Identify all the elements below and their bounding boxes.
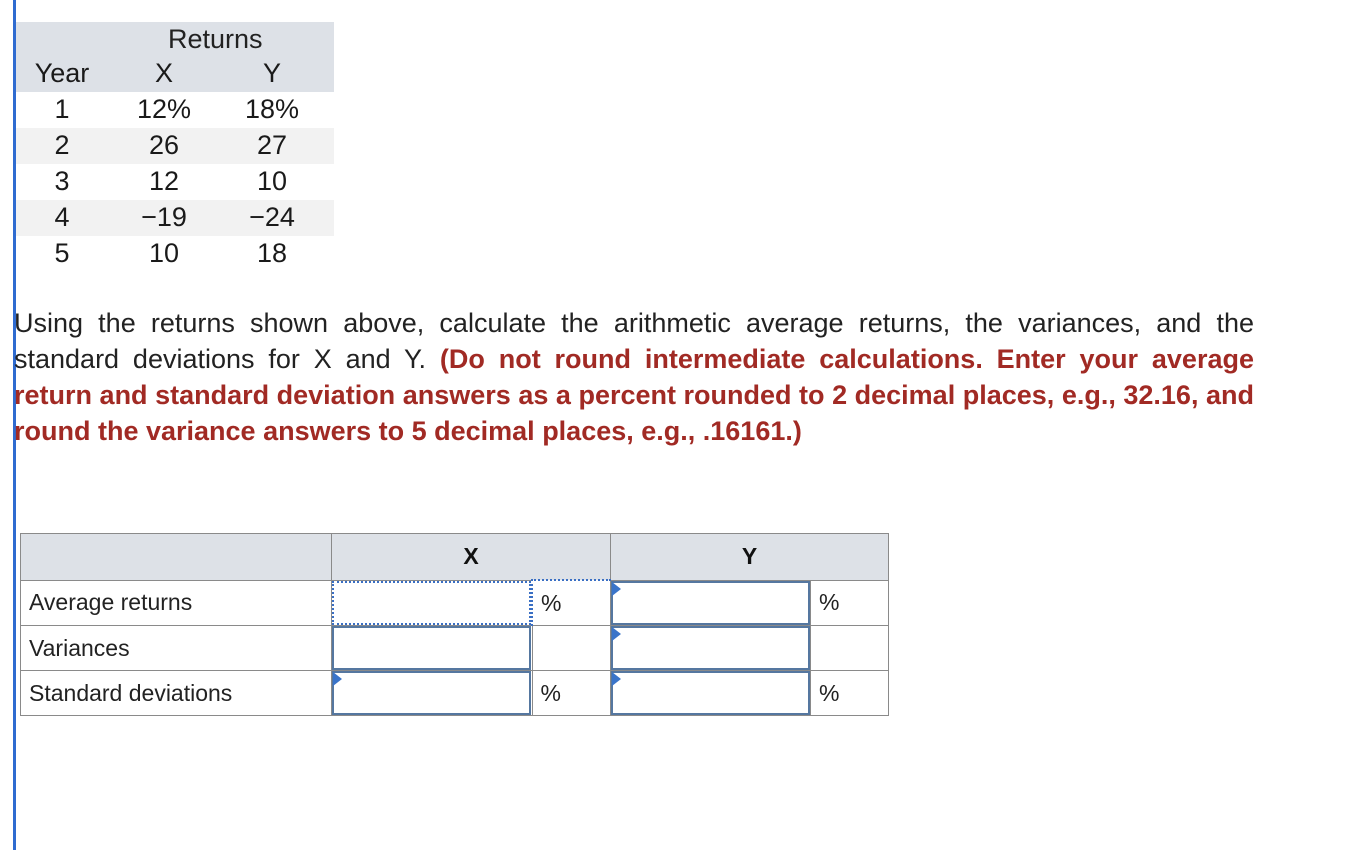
header-x-column: X (332, 534, 611, 581)
answer-row-standard-deviations (21, 671, 889, 716)
cell-year: 3 (54, 166, 70, 196)
instructions-main: Using the returns shown above, calculate the arithmetic average returns, the variances, and the standard deviations for X and Y. (14, 308, 1254, 374)
cell-y: −24 (249, 202, 295, 232)
returns-column-headers (16, 56, 334, 92)
unit-label: % (532, 580, 611, 626)
cell-x: 10 (148, 238, 180, 268)
flag-icon (612, 672, 621, 686)
flag-icon (612, 582, 621, 596)
header-y-column: Y (611, 534, 889, 581)
returns-group-header (16, 22, 334, 56)
table-row (16, 128, 334, 164)
cell-y: 10 (256, 166, 288, 196)
cell-x: 26 (148, 130, 180, 160)
table-row (16, 200, 334, 236)
cell-year: 4 (54, 202, 70, 232)
row-label: Standard deviations (21, 671, 332, 716)
returns-table (16, 22, 334, 270)
cell-y: 18% (244, 94, 300, 124)
cell-year: 1 (54, 94, 70, 124)
input-cell (611, 626, 811, 671)
instructions-emphasis: (Do not round intermediate calculations. Enter your average return and standard deviation answers as a percent rounded to 2 decimal places, e.g., 32.16, and round the variance answers to 5 decimal places, e.g., .16161.) (14, 344, 1254, 446)
answer-row-average-returns (21, 580, 889, 626)
unit-label (811, 626, 889, 671)
variance-x-input[interactable] (332, 626, 531, 670)
input-cell (332, 580, 533, 626)
input-cell (332, 671, 533, 716)
std-dev-x-input[interactable] (332, 671, 531, 715)
unit-label: % (811, 580, 889, 626)
cell-year: 5 (54, 238, 70, 268)
answer-table (20, 533, 889, 716)
flag-icon (612, 627, 621, 641)
table-row (16, 92, 334, 128)
cell-x: 12% (136, 94, 192, 124)
cell-x: 12 (148, 166, 180, 196)
unit-label: % (532, 671, 611, 716)
input-cell (332, 626, 533, 671)
answer-header-row (21, 534, 889, 581)
unit-label: % (811, 671, 889, 716)
average-return-x-input[interactable] (332, 581, 531, 625)
flag-icon (333, 672, 342, 686)
table-row (16, 236, 334, 270)
answer-row-variances (21, 626, 889, 671)
cell-x: −19 (141, 202, 187, 232)
row-label: Average returns (21, 580, 332, 626)
header-x: X (154, 58, 173, 88)
question-instructions (14, 305, 1254, 449)
header-y: Y (262, 58, 281, 88)
input-cell (611, 580, 811, 626)
variance-y-input[interactable] (611, 626, 810, 670)
header-blank (21, 534, 332, 581)
header-year: Year (34, 58, 90, 88)
cell-year: 2 (54, 130, 70, 160)
average-return-y-input[interactable] (611, 581, 810, 625)
returns-header-label: Returns (168, 24, 263, 54)
table-row (16, 164, 334, 200)
row-label: Variances (21, 626, 332, 671)
cell-y: 18 (256, 238, 288, 268)
unit-label (532, 626, 611, 671)
std-dev-y-input[interactable] (611, 671, 810, 715)
cell-y: 27 (256, 130, 288, 160)
input-cell (611, 671, 811, 716)
